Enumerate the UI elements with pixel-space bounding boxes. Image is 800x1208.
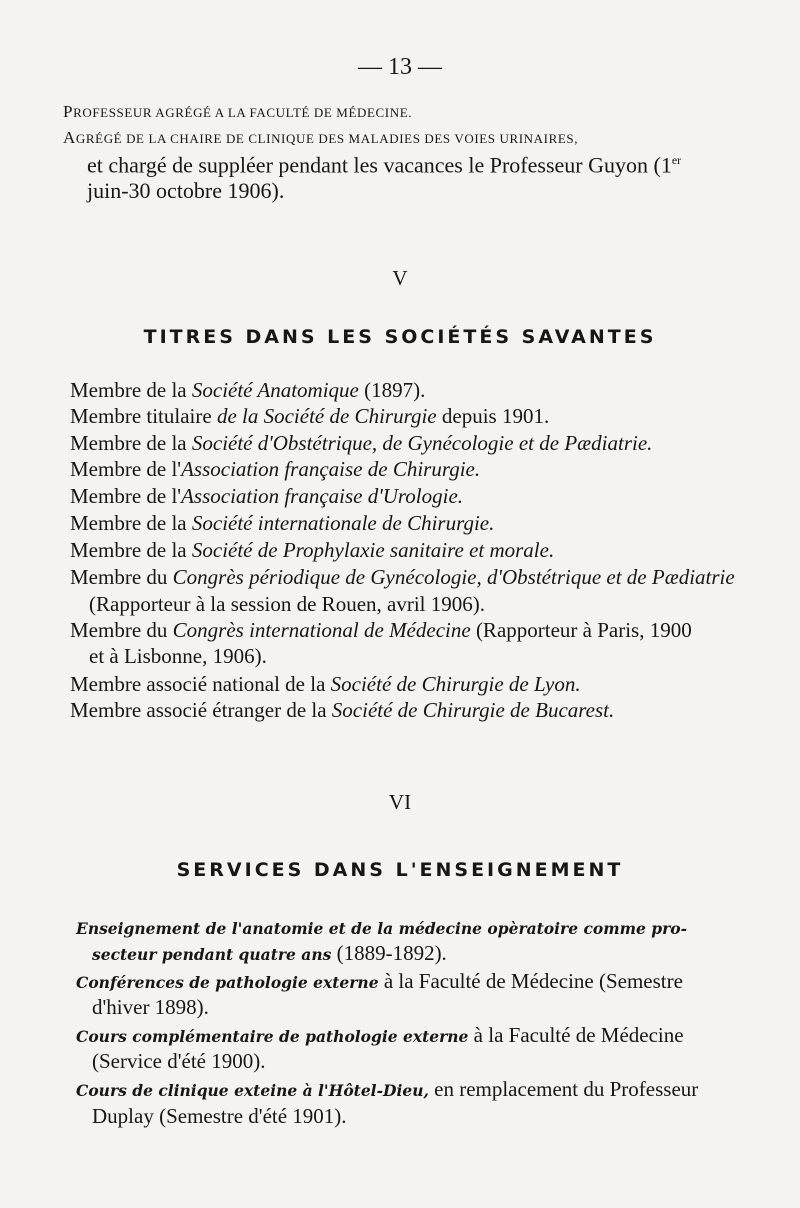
membership-text: Membre du xyxy=(70,565,173,589)
society-name: de la Société de Chirurgie xyxy=(216,404,437,428)
service-title: Cours complémentaire de pathologie externe xyxy=(76,1027,469,1046)
service-line xyxy=(76,971,736,992)
service-detail: à la Faculté de Médecine (Semestre xyxy=(378,969,683,993)
service-line xyxy=(76,1079,736,1100)
service-title: Enseignement de l'anatomie et de la médecine opèratoire comme pro- xyxy=(76,919,688,938)
service-line xyxy=(92,997,752,1018)
section-number-v: V xyxy=(392,266,408,290)
service-line xyxy=(92,943,752,964)
society-name: Association française d'Urologie. xyxy=(181,484,464,508)
service-title: Conférences de pathologie externe xyxy=(76,973,379,992)
membership-text: Membre de la xyxy=(70,431,192,455)
societe-membership-line xyxy=(89,594,759,615)
header-line-dates: juin-30 octobre 1906). xyxy=(87,178,285,203)
membership-text: Membre titulaire xyxy=(70,404,217,428)
membership-text: Membre associé étranger de la xyxy=(70,698,332,722)
section-number-vi: VI xyxy=(388,790,412,814)
societe-membership-line xyxy=(70,620,740,641)
membership-detail: depuis 1901. xyxy=(436,404,550,428)
society-name: Société Anatomique xyxy=(191,378,359,402)
service-detail: Duplay (Semestre d'été 1901). xyxy=(92,1104,347,1128)
society-name: Congrès international de Médecine xyxy=(172,618,471,642)
society-name: Société de Chirurgie de Bucarest. xyxy=(331,698,615,722)
society-name: Société de Prophylaxie sanitaire et morale. xyxy=(191,538,555,562)
header-line-agrege: AGRÉGÉ DE LA CHAIRE DE CLINIQUE DES MALADIES DES VOIES URINAIRES, xyxy=(63,128,579,147)
section-title-enseignement: SERVICES DANS L'ENSEIGNEMENT xyxy=(176,859,624,881)
service-line xyxy=(92,1051,752,1072)
societe-membership-line xyxy=(70,540,740,561)
society-name: Association française de Chirurgie. xyxy=(181,457,481,481)
society-name: Société internationale de Chirurgie. xyxy=(191,511,495,535)
membership-text: Membre de l' xyxy=(70,457,182,481)
societe-membership-line xyxy=(70,674,740,695)
service-detail: à la Faculté de Médecine xyxy=(468,1023,684,1047)
service-detail: en remplacement du Professeur xyxy=(428,1077,699,1101)
service-line xyxy=(92,1106,752,1127)
society-name: Société de Chirurgie de Lyon. xyxy=(330,672,581,696)
service-title: Cours de clinique exteine à l'Hôtel-Dieu, xyxy=(76,1081,429,1100)
societe-membership-line xyxy=(70,433,740,454)
societe-membership-line xyxy=(70,459,740,480)
service-detail: (1889-1892). xyxy=(331,941,447,965)
header-line-professeur: PROFESSEUR AGRÉGÉ A LA FACULTÉ DE MÉDECINE. xyxy=(63,102,413,121)
service-line xyxy=(76,1025,736,1046)
societe-membership-line xyxy=(70,486,740,507)
service-detail: d'hiver 1898). xyxy=(92,995,209,1019)
membership-text: Membre de l' xyxy=(70,484,182,508)
service-title: secteur pendant quatre ans xyxy=(92,945,332,964)
society-name: Congrès périodique de Gynécologie, d'Obstétrique et de Pædiatrie xyxy=(172,565,735,589)
society-name: Société d'Obstétrique, de Gynécologie et de Pædiatrie. xyxy=(191,431,653,455)
membership-text: (Rapporteur à la session de Rouen, avril 1906). xyxy=(89,592,485,616)
membership-text: Membre du xyxy=(70,618,173,642)
societe-membership-line xyxy=(70,700,740,721)
societe-membership-line xyxy=(70,567,740,588)
membership-detail: (1897). xyxy=(358,378,426,402)
societe-membership-line xyxy=(70,406,740,427)
membership-text: Membre de la xyxy=(70,538,192,562)
societe-membership-line xyxy=(70,513,740,534)
service-detail: (Service d'été 1900). xyxy=(92,1049,266,1073)
membership-detail: (Rapporteur à Paris, 1900 xyxy=(470,618,692,642)
section-title-societes: TITRES DANS LES SOCIÉTÉS SAVANTES xyxy=(143,326,657,348)
header-line-supplee: et chargé de suppléer pendant les vacances le Professeur Guyon (1er xyxy=(87,152,682,178)
societe-membership-line xyxy=(70,380,740,401)
membership-text: Membre associé national de la xyxy=(70,672,331,696)
membership-text: Membre de la xyxy=(70,511,192,535)
membership-text: et à Lisbonne, 1906). xyxy=(89,644,267,668)
membership-text: Membre de la xyxy=(70,378,192,402)
page-number: — 13 — xyxy=(358,54,442,80)
service-line xyxy=(76,917,736,938)
societe-membership-line xyxy=(89,646,759,667)
